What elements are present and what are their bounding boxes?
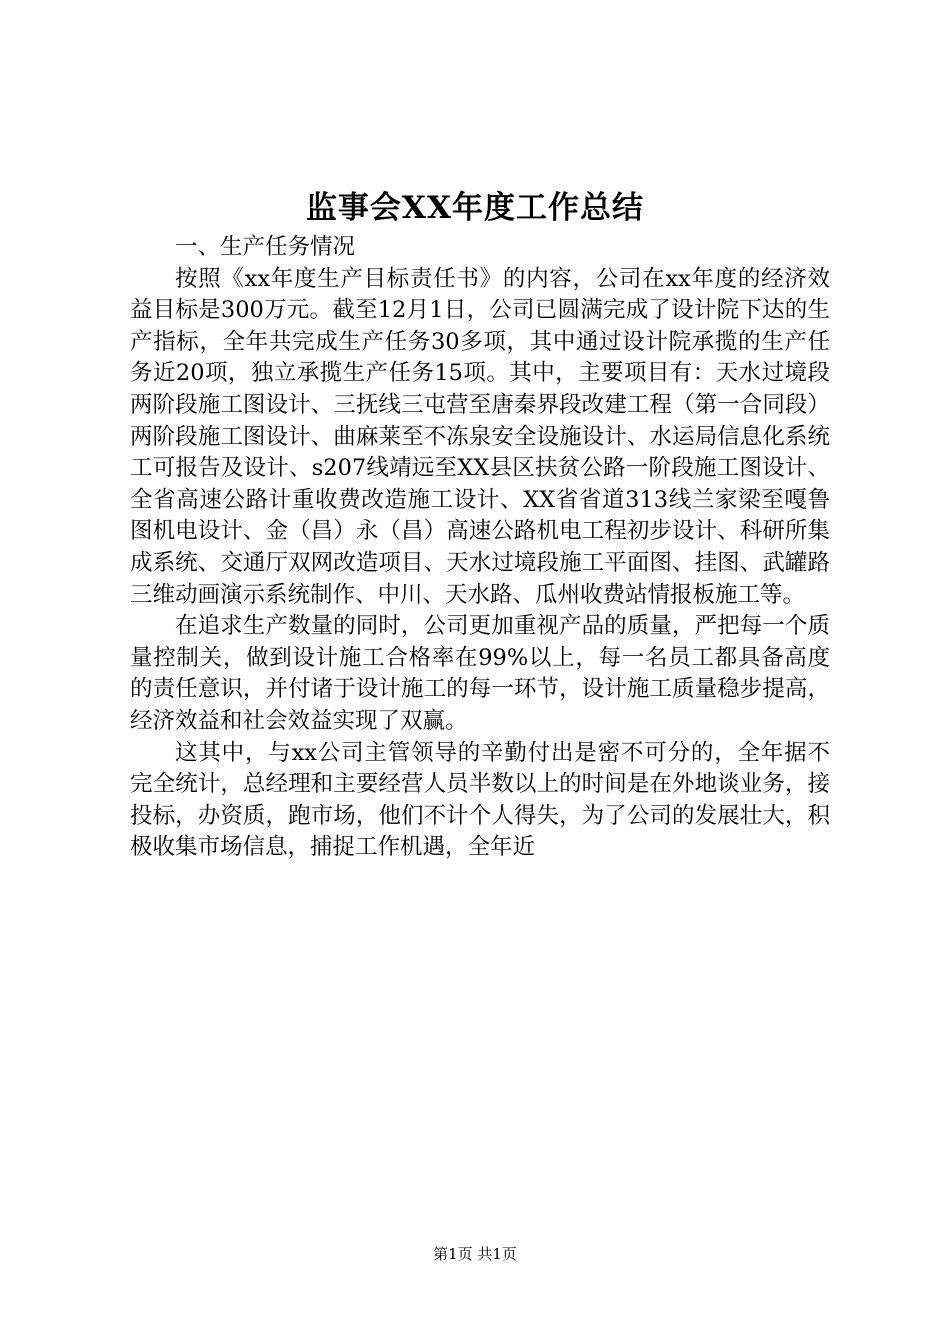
body-paragraph: 这其中，与xx公司主管领导的辛勤付出是密不可分的，全年据不完全统计，总经理和主要经营人员半数以上的时间是在外地谈业务，接投标，办资质，跑市场，他们不计个人得失，为了公司的发展壮大，积极收集市场信息，捕捉工作机遇，全年近 [130,739,830,861]
document-title: 监事会XX年度工作总结 [305,190,645,226]
body-paragraph: 在追求生产数量的同时，公司更加重视产品的质量，严把每一个质量控制关，做到设计施工合格率在99%以上，每一名员工都具备高度的责任意识，并付诸于设计施工的每一环节，设计施工质量稳步提高，经济效益和社会效益实现了双赢。 [130,613,830,734]
page-footer: 第1页 共1页 [433,1245,517,1263]
section-heading: 一、生产任务情况 [175,234,356,260]
document-body [130,232,830,864]
body-paragraph: 按照《xx年度生产目标责任书》的内容，公司在xx年度的经济效益目标是300万元。截至12月1日，公司已圆满完成了设计院下达的生产指标，全年共完成生产任务30多项，其中通过设计院承揽的生产任务近20项，独立承揽生产任务15项。其中，主要项目有：天水过境段两阶段施工图设计、三抚线三屯营至唐秦界段改建工程（第一合同段）两阶段施工图设计、曲麻莱至不冻泉安全设施设计、水运局信息化系统工可报告及设计、s207线靖远至XX县区扶贫公路一阶段施工图设计、全省高速公路计重收费改造施工设计、XX省省道313线兰家梁至嘎鲁图机电设计、金（昌）永（昌）高速公路机电工程初步设计、科研所集成系统、交通厅双网改造项目、天水过境段施工平面图、挂图、武罐路三维动画演示系统制作、中川、天水路、瓜州收费站情报板施工等。 [130,265,830,608]
